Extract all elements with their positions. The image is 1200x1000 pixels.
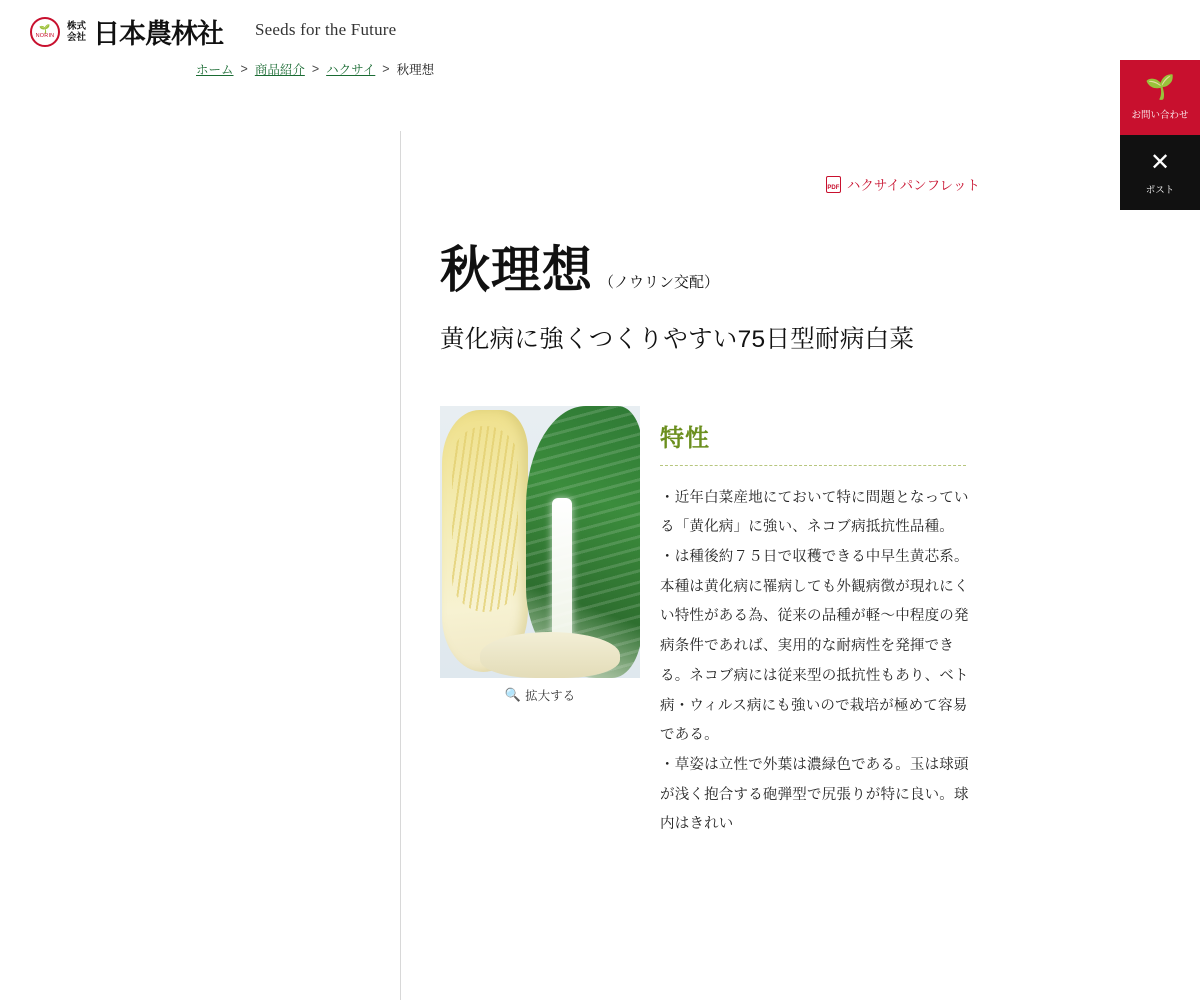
magnifier-icon: 🔍 bbox=[504, 686, 522, 702]
logo-mark-text: NORIN bbox=[35, 32, 55, 39]
breadcrumb-item-products[interactable]: 商品紹介 bbox=[254, 63, 305, 77]
page-title: 秋理想 bbox=[440, 241, 593, 299]
site-tagline: Seeds for the Future bbox=[255, 20, 397, 39]
zoom-image-link[interactable] bbox=[440, 686, 640, 704]
main-content bbox=[440, 150, 980, 840]
product-text-column bbox=[660, 406, 978, 841]
seedling-icon: 🌱 bbox=[39, 23, 51, 34]
logo-kabushiki bbox=[67, 21, 86, 43]
post-button[interactable] bbox=[1120, 135, 1200, 210]
side-button-group bbox=[1120, 60, 1200, 210]
contact-button[interactable] bbox=[1120, 60, 1200, 135]
section-divider bbox=[660, 465, 966, 466]
section-paragraph: ・近年白菜産地にておいて特に問題となっている「黄化病」に強い、ネコブ病抵抗性品種。 bbox=[660, 489, 969, 536]
norin-logo-icon bbox=[30, 17, 60, 47]
pamphlet-pdf-label: ハクサイパンフレット bbox=[846, 178, 980, 193]
section-paragraph: ・草姿は立性で外葉は濃緑色である。玉は球頭が浅く抱合する砲弾型で尻張りが特に良い。球内はきれい bbox=[660, 756, 969, 833]
zoom-image-label: 拡大する bbox=[525, 688, 576, 703]
site-logo[interactable] bbox=[30, 12, 223, 51]
contact-button-label: お問い合わせ bbox=[1131, 110, 1189, 121]
column-divider bbox=[400, 131, 401, 1000]
section-body bbox=[660, 484, 970, 841]
page-subtitle: 黄化病に強くつくりやすい75日型耐病白菜 bbox=[440, 326, 915, 353]
logo-kabushiki-line2: 会社 bbox=[67, 31, 87, 43]
product-photo[interactable] bbox=[440, 406, 640, 678]
breadcrumb-item-home[interactable]: ホーム bbox=[196, 63, 234, 77]
section-heading: 特性 bbox=[660, 424, 710, 452]
breadcrumb-separator: > bbox=[382, 62, 390, 76]
section-paragraph: ・は種後約７５日で収穫できる中早生黄芯系。本種は黄化病に罹病しても外観病徴が現れにくい特性がある為、従来の品種が軽〜中程度の発病条件であれば、実用的な耐病性を発揮できる。ネコブ病には従来型の抵抗性もあり、ベト病・ウィルス病にも強いので栽培が極めて容易である。 bbox=[660, 548, 969, 744]
product-title-row bbox=[440, 230, 980, 302]
site-header bbox=[0, 0, 1200, 50]
company-name: 日本農林社 bbox=[93, 19, 224, 50]
product-body bbox=[440, 406, 980, 841]
seedling-icon: 🌱 bbox=[1145, 74, 1175, 101]
cabbage-base bbox=[480, 632, 620, 678]
product-photo-column bbox=[440, 406, 640, 841]
logo-kabushiki-line1: 株式 bbox=[67, 20, 87, 32]
breadcrumb bbox=[196, 60, 434, 78]
breadcrumb-item-hakusai[interactable]: ハクサイ bbox=[326, 63, 376, 77]
breadcrumb-separator: > bbox=[311, 62, 320, 76]
cabbage-half-left bbox=[442, 410, 528, 672]
pamphlet-pdf-link[interactable] bbox=[440, 174, 980, 194]
post-button-label: ポスト bbox=[1145, 185, 1175, 196]
pdf-icon: PDF bbox=[826, 176, 841, 193]
x-logo-icon: ✕ bbox=[1149, 149, 1171, 176]
breadcrumb-item-current: 秋理想 bbox=[396, 63, 435, 77]
breadcrumb-separator: > bbox=[240, 62, 248, 76]
page-title-note: （ノウリン交配） bbox=[599, 274, 720, 291]
